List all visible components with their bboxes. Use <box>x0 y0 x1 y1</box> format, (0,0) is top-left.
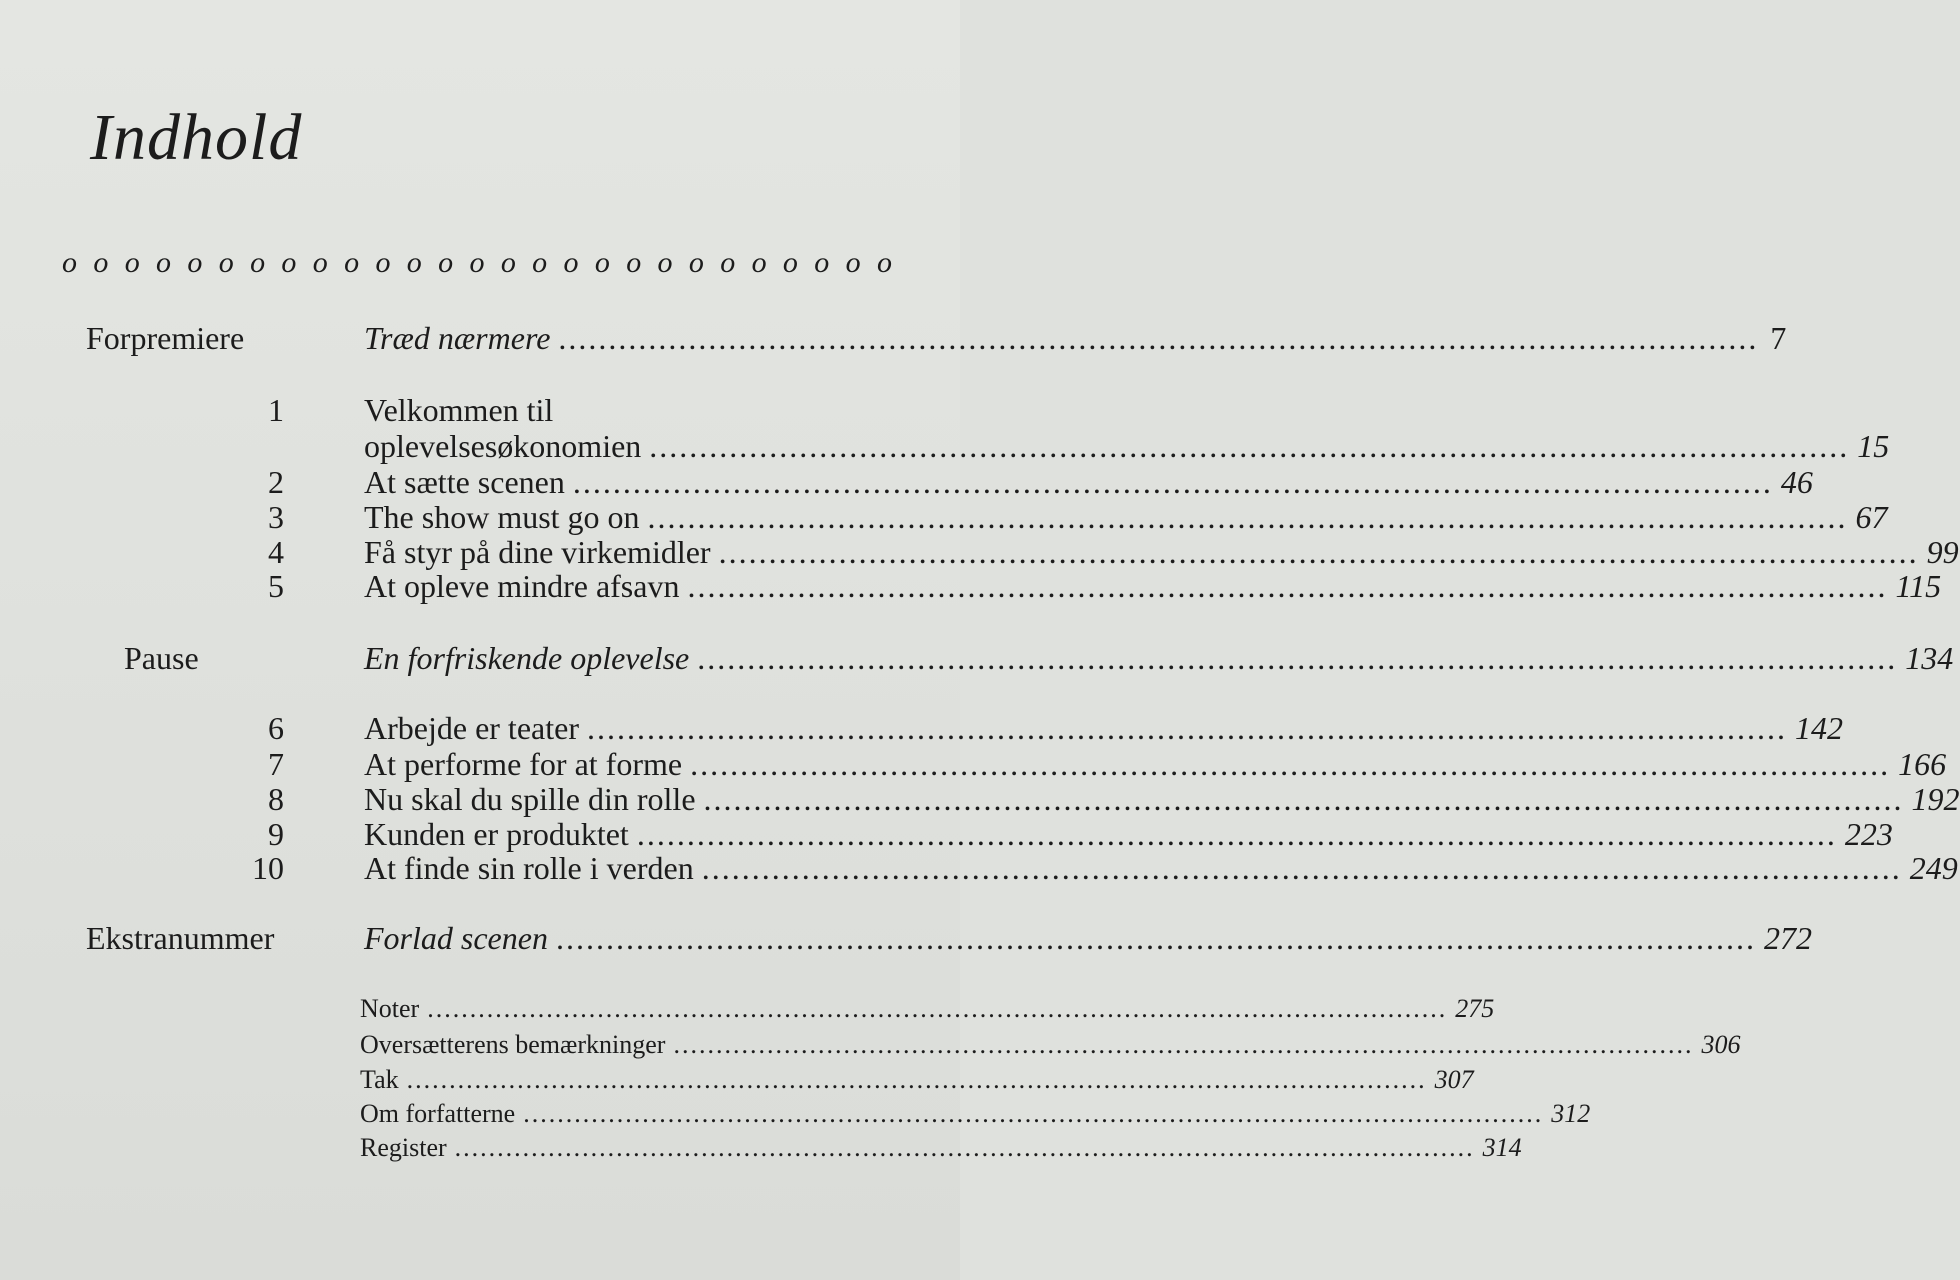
toc-chapter-row <box>0 462 1813 502</box>
toc-entry <box>360 1097 1591 1131</box>
toc-section-row <box>0 638 1954 678</box>
entry-title: Om forfatterne <box>360 1099 516 1128</box>
chapter-number: 6 <box>268 710 284 746</box>
entry-page: 115 <box>1895 568 1942 604</box>
dot-leader: ........................................................................................................................ <box>718 534 1919 570</box>
entry-page: 46 <box>1780 464 1813 500</box>
entry-title: Oversætterens bemærkninger <box>360 1030 666 1059</box>
ornament-circle: o <box>814 246 830 279</box>
entry-title: Træd nærmere <box>364 320 551 356</box>
ornament-circle: o <box>281 246 297 279</box>
entry-title: Få styr på dine virkemidler <box>364 534 711 570</box>
dot-leader: ........................................................................................................................ <box>636 816 1837 852</box>
toc-entry <box>364 426 1890 466</box>
toc-chapter-row <box>0 566 1942 606</box>
dot-leader: ........................................................................................................................ <box>701 850 1902 886</box>
entry-title: En forfriskende oplevelse <box>364 640 690 676</box>
section-label: Ekstranummer <box>86 920 275 956</box>
ornament-circle: o <box>124 246 140 279</box>
dot-leader: ........................................................................................................................ <box>647 499 1848 535</box>
toc-entry-line1 <box>364 390 854 430</box>
entry-title: Noter <box>360 994 420 1023</box>
toc-entry <box>364 708 1843 748</box>
toc-chapter-row <box>0 390 960 430</box>
dot-leader: ........................................................................................................................ <box>586 710 1787 746</box>
entry-title: At sætte scenen <box>364 464 565 500</box>
ornament-circle: o <box>594 246 610 279</box>
ornament-circle: o <box>845 246 861 279</box>
chapter-number: 8 <box>268 781 284 817</box>
entry-title: At opleve mindre afsavn <box>364 568 680 604</box>
toc-chapter-row <box>0 744 1947 784</box>
entry-title: Forlad scenen <box>364 920 548 956</box>
toc-backmatter-row <box>0 1028 1741 1062</box>
entry-page: 166 <box>1898 746 1947 782</box>
toc-backmatter-row <box>0 992 1495 1026</box>
chapter-number: 10 <box>252 850 284 886</box>
ornament-circle: o <box>876 246 892 279</box>
ornament-circle: o <box>406 246 422 279</box>
ornament-circle: o <box>688 246 704 279</box>
dot-leader: ........................................................................................................................ <box>673 1030 1694 1059</box>
ornament-divider <box>62 248 892 278</box>
dot-leader: ........................................................................................................................ <box>558 320 1759 356</box>
ornament-circle: o <box>563 246 579 279</box>
dot-leader: ........................................................................................................................ <box>649 428 1850 464</box>
ornament-circle: o <box>250 246 266 279</box>
entry-page: 67 <box>1855 499 1888 535</box>
entry-page: 15 <box>1857 428 1890 464</box>
toc-chapter-row <box>0 848 1958 888</box>
entry-title: At performe for at forme <box>364 746 683 782</box>
ornament-circle: o <box>751 246 767 279</box>
chapter-number: 3 <box>268 499 284 535</box>
entry-page: 275 <box>1455 994 1495 1023</box>
entry-page: 223 <box>1844 816 1893 852</box>
ornament-circle: o <box>156 246 172 279</box>
ornament-circle: o <box>469 246 485 279</box>
entry-page: 307 <box>1434 1065 1474 1094</box>
entry-page: 134 <box>1905 640 1954 676</box>
entry-page: 192 <box>1911 781 1960 817</box>
toc-backmatter-row <box>0 1063 1474 1097</box>
chapter-number: 9 <box>268 816 284 852</box>
ornament-circle: o <box>532 246 548 279</box>
toc-entry <box>364 744 1947 784</box>
toc-entry <box>364 918 1812 958</box>
entry-page: 306 <box>1701 1030 1741 1059</box>
ornament-circle: o <box>218 246 234 279</box>
toc-backmatter-row <box>0 1131 1522 1165</box>
ornament-circle: o <box>187 246 203 279</box>
section-label: Pause <box>124 640 199 676</box>
ornament-circle: o <box>626 246 642 279</box>
ornament-circle: o <box>438 246 454 279</box>
toc-entry <box>364 318 1787 358</box>
entry-title: oplevelsesøkonomien <box>364 428 642 464</box>
entry-page: 99 <box>1926 534 1959 570</box>
dot-leader: ........................................................................................................................ <box>572 464 1773 500</box>
ornament-circle: o <box>312 246 328 279</box>
ornament-circle: o <box>657 246 673 279</box>
entry-title: At finde sin rolle i verden <box>364 850 694 886</box>
dot-leader: ........................................................................................................................ <box>427 994 1448 1023</box>
ornament-circle: o <box>375 246 391 279</box>
entry-title-line1: Velkommen til <box>364 392 554 428</box>
toc-chapter-row <box>0 497 1888 537</box>
chapter-number: 5 <box>268 568 284 604</box>
dot-leader: ........................................................................................................................ <box>523 1099 1544 1128</box>
toc-section-row <box>0 318 1787 358</box>
entry-title: Register <box>360 1133 447 1162</box>
ornament-circle: o <box>500 246 516 279</box>
toc-backmatter-row <box>0 1097 1591 1131</box>
section-label: Forpremiere <box>86 320 245 356</box>
toc-entry <box>364 848 1958 888</box>
toc-entry <box>364 566 1942 606</box>
entry-title: The show must go on <box>364 499 640 535</box>
ornament-circle: o <box>720 246 736 279</box>
page-title: Indhold <box>90 101 303 174</box>
toc-entry <box>364 638 1954 678</box>
entry-page: 249 <box>1909 850 1958 886</box>
ornament-circle: o <box>344 246 360 279</box>
chapter-number: 7 <box>268 746 284 782</box>
entry-page: 314 <box>1482 1133 1522 1162</box>
toc-entry <box>360 992 1495 1026</box>
toc-entry <box>364 779 1960 819</box>
dot-leader: ........................................................................................................................ <box>690 746 1891 782</box>
chapter-number: 1 <box>268 392 284 428</box>
dot-leader: ........................................................................................................................ <box>697 640 1898 676</box>
dot-leader: ........................................................................................................................ <box>703 781 1904 817</box>
toc-entry <box>360 1131 1522 1165</box>
entry-page: 142 <box>1794 710 1843 746</box>
ornament-circle: o <box>93 246 109 279</box>
entry-page: 272 <box>1763 920 1812 956</box>
entry-title: Kunden er produktet <box>364 816 629 852</box>
dot-leader: ........................................................................................................................ <box>454 1133 1475 1162</box>
toc-entry <box>360 1028 1741 1062</box>
toc-entry <box>360 1063 1474 1097</box>
entry-title: Arbejde er teater <box>364 710 579 746</box>
entry-page: 312 <box>1551 1099 1591 1128</box>
chapter-number: 4 <box>268 534 284 570</box>
toc-section-row <box>0 918 1812 958</box>
entry-title: Tak <box>360 1065 399 1094</box>
dot-leader: ........................................................................................................................ <box>555 920 1756 956</box>
dot-leader: ........................................................................................................................ <box>687 568 1888 604</box>
entry-page: 7 <box>1770 320 1787 356</box>
ornament-circle: o <box>782 246 798 279</box>
entry-title: Nu skal du spille din rolle <box>364 781 696 817</box>
toc-chapter-row-cont <box>0 426 1890 466</box>
ornament-circle: o <box>62 246 77 279</box>
dot-leader: ........................................................................................................................ <box>406 1065 1427 1094</box>
toc-chapter-row <box>0 779 1960 819</box>
toc-chapter-row <box>0 708 1843 748</box>
toc-entry <box>364 462 1813 502</box>
toc-entry <box>364 497 1888 537</box>
chapter-number: 2 <box>268 464 284 500</box>
